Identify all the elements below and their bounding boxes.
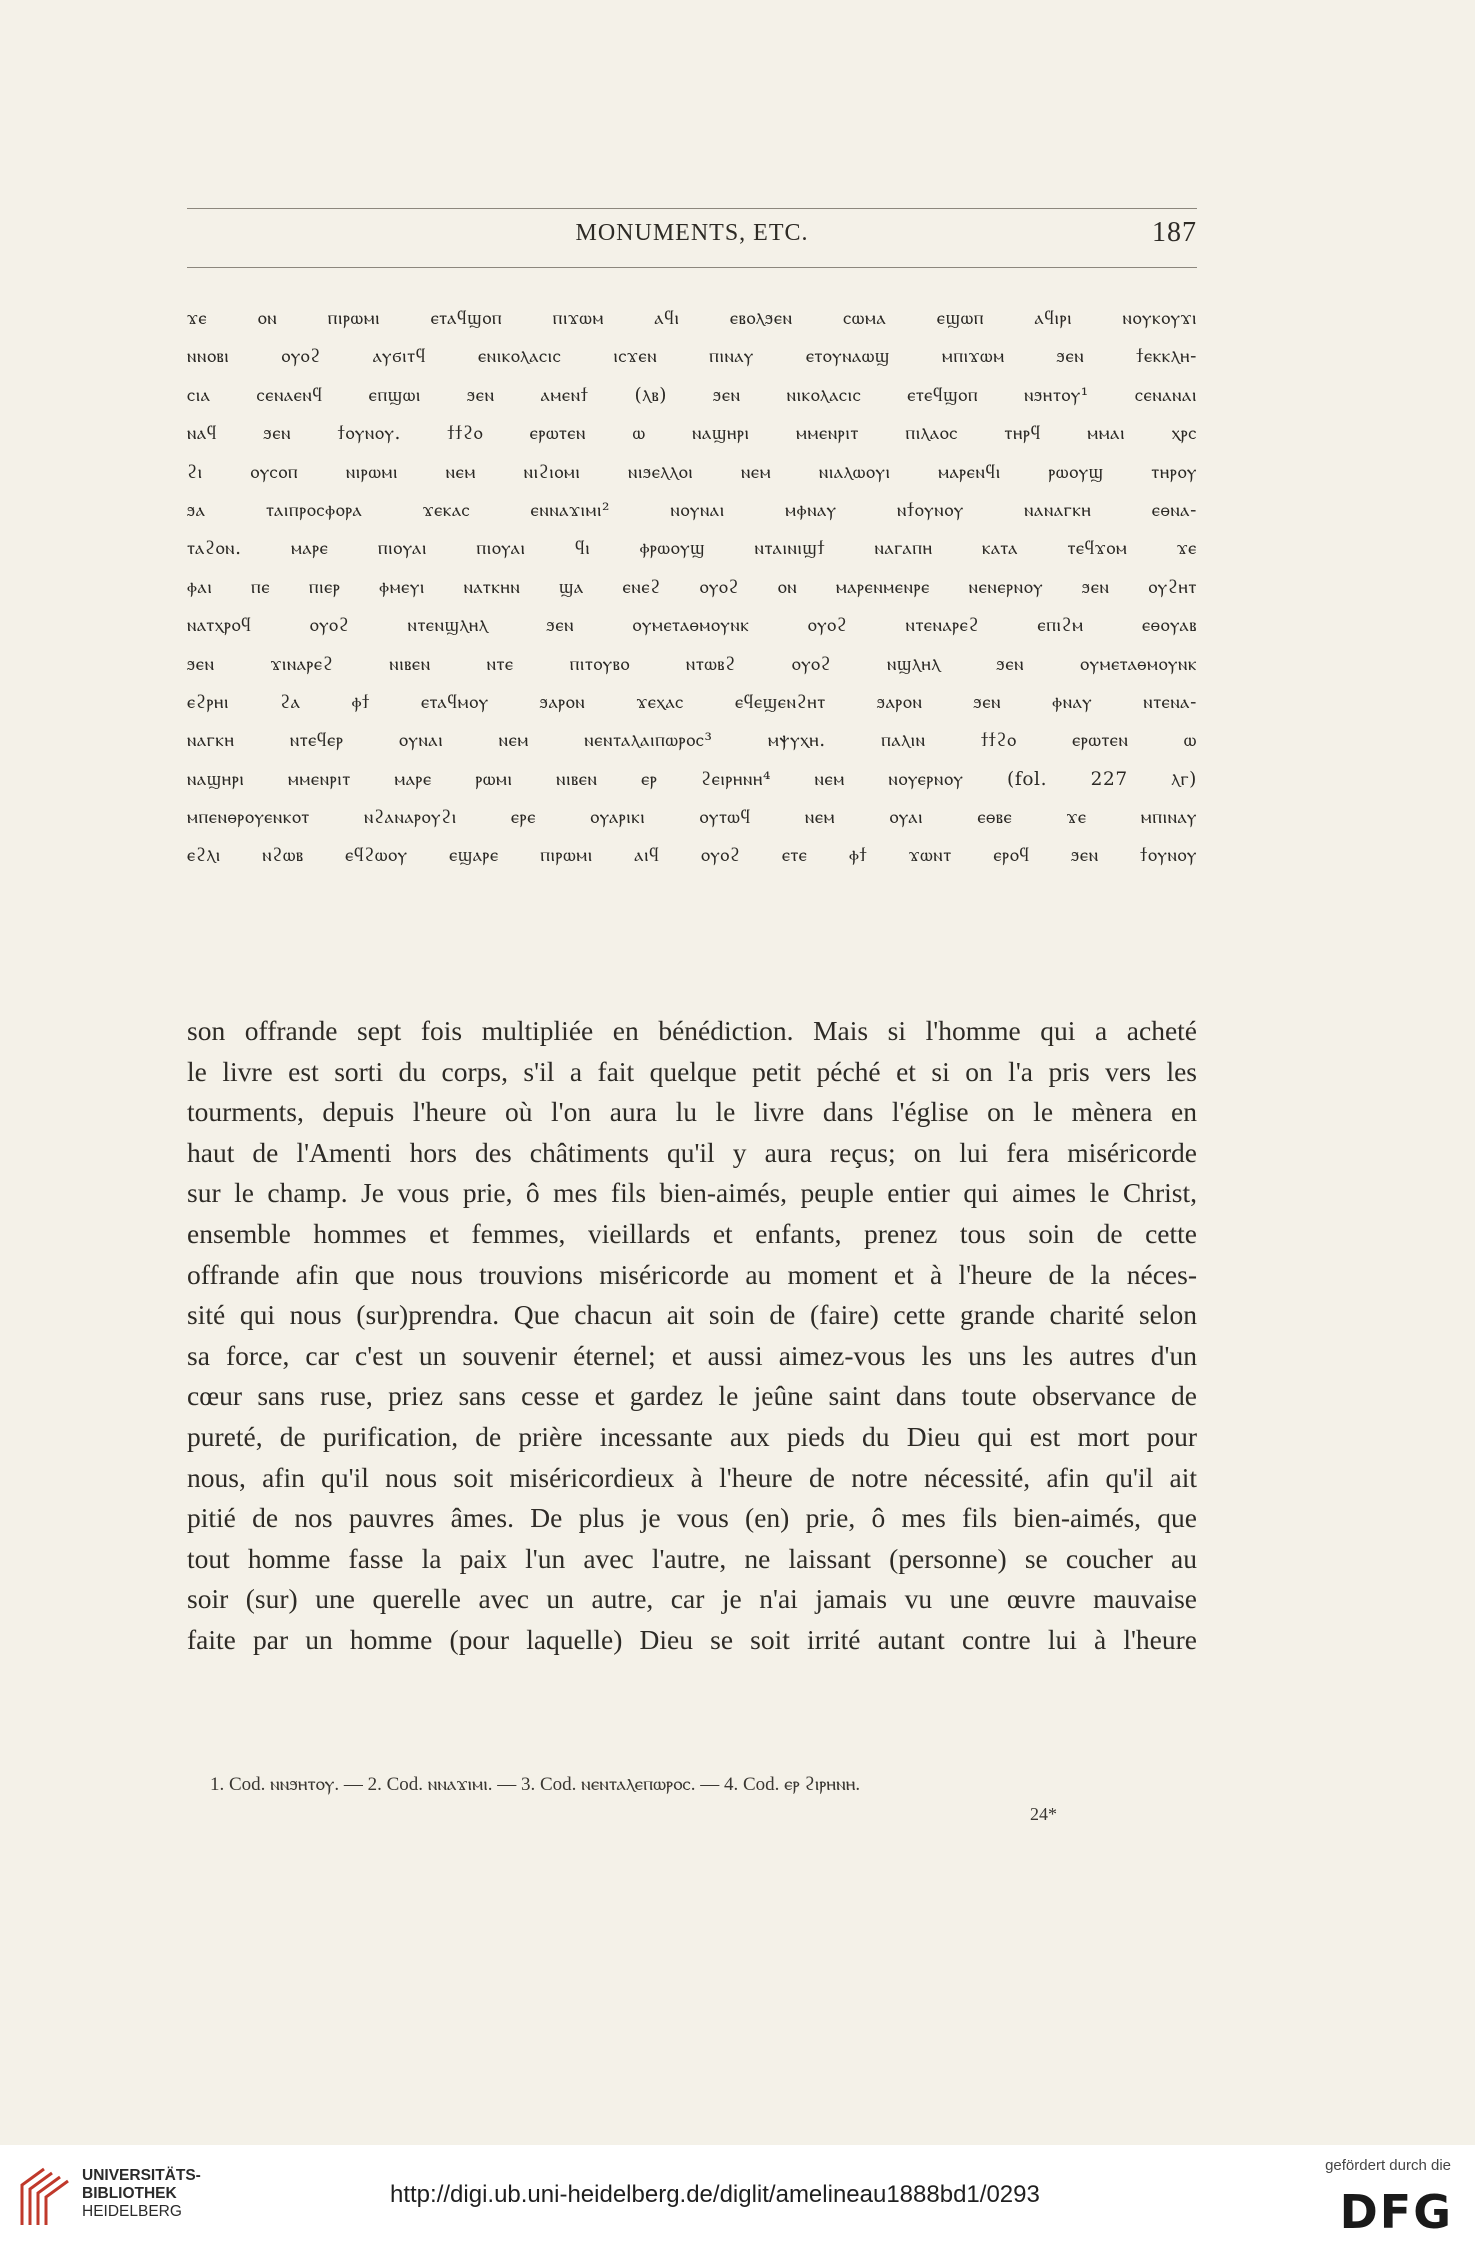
translation-line: sité qui nous (sur)prendra. Que chacun ait soin de (faire) cette grande charité selon xyxy=(187,1299,1197,1331)
coptic-line: ⲛⲁϥ ϧⲉⲛ ϯⲟⲩⲛⲟⲩ. ϯϯϩⲟ ⲉⲣⲱⲧⲉⲛ ⲱ ⲛⲁϣⲏⲣⲓ ⲙⲙⲉⲛⲣⲓⲧ ⲡⲓⲗⲁⲟⲥ ⲧⲏⲣϥ ⲙⲙⲁⲓ ⲭⲣⲥ xyxy=(187,423,1197,445)
french-translation-block xyxy=(187,1011,1197,1661)
coptic-line: ϫⲉ ⲟⲛ ⲡⲓⲣⲱⲙⲓ ⲉⲧⲁϥϣⲟⲡ ⲡⲓϫⲱⲙ ⲁϥⲓ ⲉⲃⲟⲗϧⲉⲛ ⲥⲱⲙⲁ ⲉϣⲱⲡ ⲁϥⲓⲣⲓ ⲛⲟⲩⲕⲟⲩϫⲓ xyxy=(187,308,1197,329)
translation-line: le livre est sorti du corps, s'il a fait quelque petit péché et si on l'a pris vers les xyxy=(187,1055,1197,1087)
coptic-line: ⲛⲁⲅⲕⲏ ⲛⲧⲉϥⲉⲣ ⲟⲩⲛⲁⲓ ⲛⲉⲙ ⲛⲉⲛⲧⲁⲗⲁⲓⲡⲱⲣⲟⲥ³ ⲙⲯⲩⲭⲏ. ⲡⲁⲗⲓⲛ ϯϯϩⲟ ⲉⲣⲱⲧⲉⲛ ⲱ xyxy=(187,730,1197,752)
translation-line: pureté, de purification, de prière incessante aux pieds du Dieu qui est mort pour xyxy=(187,1420,1197,1452)
coptic-line: ⲙⲡⲉⲛⲑⲣⲟⲩⲉⲛⲕⲟⲧ ⲛϩⲁⲛⲁⲣⲟⲩϩⲓ ⲉⲣⲉ ⲟⲩⲁⲣⲓⲕⲓ ⲟⲩⲧⲱϥ ⲛⲉⲙ ⲟⲩⲁⲓ ⲉⲑⲃⲉ ϫⲉ ⲙⲡⲓⲛⲁⲩ xyxy=(187,807,1197,829)
translation-line: sur le champ. Je vous prie, ô mes fils bien-aimés, peuple entier qui aimes le Christ, xyxy=(187,1177,1197,1209)
translation-line: offrande afin que nous trouvions miséricorde au moment et à l'heure de la néces- xyxy=(187,1258,1197,1290)
footer-bar xyxy=(0,2145,1475,2248)
library-name-line: UNIVERSITÄTS- xyxy=(82,2167,201,2184)
top-rule xyxy=(187,208,1197,209)
coptic-line: ϩⲓ ⲟⲩⲥⲟⲡ ⲛⲓⲣⲱⲙⲓ ⲛⲉⲙ ⲛⲓϩⲓⲟⲙⲓ ⲛⲓϧⲉⲗⲗⲟⲓ ⲛⲉⲙ ⲛⲓⲁⲗⲱⲟⲩⲓ ⲙⲁⲣⲉⲛϥⲓ ⲣⲱⲟⲩϣ ⲧⲏⲣⲟⲩ xyxy=(187,461,1197,483)
page-number: 187 xyxy=(1152,217,1197,248)
coptic-line: ⲛⲁⲧⲭⲣⲟϥ ⲟⲩⲟϩ ⲛⲧⲉⲛϣⲗⲏⲗ ϧⲉⲛ ⲟⲩⲙⲉⲧⲁⲑⲙⲟⲩⲛⲕ ⲟⲩⲟϩ ⲛⲧⲉⲛⲁⲣⲉϩ ⲉⲡⲓϩⲙ ⲉⲑⲟⲩⲁⲃ xyxy=(187,615,1197,637)
coptic-text-block xyxy=(187,300,1197,876)
coptic-line: ⲥⲓⲁ ⲥⲉⲛⲁⲉⲛϥ ⲉⲡϣⲱⲓ ϧⲉⲛ ⲁⲙⲉⲛϯ (ⲗⲃ) ϧⲉⲛ ⲛⲓⲕⲟⲗⲁⲥⲓⲥ ⲉⲧⲉϥϣⲟⲡ ⲛϧⲏⲧⲟⲩ¹ ⲥⲉⲛⲁⲛⲁⲓ xyxy=(187,384,1197,406)
coptic-line: ⲧⲁϩⲟⲛ. ⲙⲁⲣⲉ ⲡⲓⲟⲩⲁⲓ ⲡⲓⲟⲩⲁⲓ ϥⲓ ⲫⲣⲱⲟⲩϣ ⲛⲧⲁⲓⲛⲓϣϯ ⲛⲁⲅⲁⲡⲏ ⲕⲁⲧⲁ ⲧⲉϥϫⲟⲙ ϫⲉ xyxy=(187,538,1197,560)
coptic-line: ⲛⲛⲟⲃⲓ ⲟⲩⲟϩ ⲁⲩϭⲓⲧϥ ⲉⲛⲓⲕⲟⲗⲁⲥⲓⲥ ⲓⲥϫⲉⲛ ⲡⲓⲛⲁⲩ ⲉⲧⲟⲩⲛⲁⲱϣ ⲙⲡⲓϫⲱⲙ ϧⲉⲛ ϯⲉⲕⲕⲗⲏ- xyxy=(187,346,1197,368)
translation-line: tout homme fasse la paix l'un avec l'autre, ne laissant (personne) se coucher au xyxy=(187,1542,1197,1574)
translation-line: tourments, depuis l'heure où l'on aura lu le livre dans l'église on le mènera en xyxy=(187,1096,1197,1128)
library-name xyxy=(82,2167,201,2221)
library-logo-icon xyxy=(16,2163,74,2231)
translation-line: sa force, car c'est un souvenir éternel; et aussi aimez-vous les uns les autres d'un xyxy=(187,1339,1197,1371)
footnotes: 1. Cod. ⲛⲛϧⲏⲧⲟⲩ. — 2. Cod. ⲛⲛⲁϫⲓⲙⲓ. — 3. Cod. ⲛⲉⲛⲧⲁⲗⲉⲡⲱⲣⲟⲥ. — 4. Cod. ⲉⲣ ϩⲓⲣⲏⲛⲏ. xyxy=(210,1774,861,1795)
translation-line: cœur sans ruse, priez sans cesse et gardez le jeûne saint dans toute observance de xyxy=(187,1380,1197,1412)
sheet-signature: 24* xyxy=(1030,1804,1057,1824)
source-url-link[interactable]: http://digi.ub.uni-heidelberg.de/diglit/amelineau1888bd1/0293 xyxy=(390,2181,1040,2208)
translation-line: nous, afin qu'il nous soit miséricordieux à l'heure de notre nécessité, afin qu'il ait xyxy=(187,1461,1197,1493)
library-name-line: BIBLIOTHEK xyxy=(82,2185,177,2202)
coptic-line: ⲉϩⲗⲓ ⲛϩⲱⲃ ⲉϥϩⲱⲟⲩ ⲉϣⲁⲣⲉ ⲡⲓⲣⲱⲙⲓ ⲁⲓϥ ⲟⲩⲟϩ ⲉⲧⲉ ⲫϯ ϫⲱⲛⲧ ⲉⲣⲟϥ ϧⲉⲛ ϯⲟⲩⲛⲟⲩ xyxy=(187,845,1197,867)
header-rule xyxy=(187,267,1197,268)
running-head xyxy=(187,217,1197,254)
header-title: MONUMENTS, ETC. xyxy=(575,220,809,246)
coptic-line: ⲉϩⲣⲏⲓ ϩⲁ ⲫϯ ⲉⲧⲁϥⲙⲟⲩ ϧⲁⲣⲟⲛ ϫⲉⲭⲁⲥ ⲉϥⲉϣⲉⲛϩⲏⲧ ϧⲁⲣⲟⲛ ϧⲉⲛ ⲫⲛⲁⲩ ⲛⲧⲉⲛⲁ- xyxy=(187,691,1197,713)
translation-line: soir (sur) une querelle avec un autre, car je n'ai jamais vu une œuvre mauvaise xyxy=(187,1583,1197,1615)
translation-line: haut de l'Amenti hors des châtiments qu'il y aura reçus; on lui fera miséricorde xyxy=(187,1136,1197,1168)
funding-text: gefördert durch die xyxy=(1325,2157,1451,2174)
coptic-line: ⲫⲁⲓ ⲡⲉ ⲡⲓⲉⲣ ⲫⲙⲉⲩⲓ ⲛⲁⲧⲕⲏⲛ ϣⲁ ⲉⲛⲉϩ ⲟⲩⲟϩ ⲟⲛ ⲙⲁⲣⲉⲛⲙⲉⲛⲣⲉ ⲛⲉⲛⲉⲣⲛⲟⲩ ϧⲉⲛ ⲟⲩϩⲏⲧ xyxy=(187,576,1197,598)
coptic-line: ϧⲉⲛ ϫⲓⲛⲁⲣⲉϩ ⲛⲓⲃⲉⲛ ⲛⲧⲉ ⲡⲓⲧⲟⲩⲃⲟ ⲛⲧⲱⲃϩ ⲟⲩⲟϩ ⲛϣⲗⲏⲗ ϧⲉⲛ ⲟⲩⲙⲉⲧⲁⲑⲙⲟⲩⲛⲕ xyxy=(187,653,1197,675)
library-name-line: HEIDELBERG xyxy=(82,2203,182,2220)
coptic-line: ϧⲁ ⲧⲁⲓⲡⲣⲟⲥⲫⲟⲣⲁ ϫⲉⲕⲁⲥ ⲉⲛⲛⲁϫⲓⲙⲓ² ⲛⲟⲩⲛⲁⲓ ⲙⲫⲛⲁⲩ ⲛϯⲟⲩⲛⲟⲩ ⲛⲁⲛⲁⲅⲕⲏ ⲉⲑⲛⲁ- xyxy=(187,499,1197,521)
translation-line: ensemble hommes et femmes, vieillards et enfants, prenez tous soin de cette xyxy=(187,1217,1197,1249)
translation-line: faite par un homme (pour laquelle) Dieu se soit irrité autant contre lui à l'heure xyxy=(187,1623,1197,1655)
translation-line: son offrande sept fois multipliée en bénédiction. Mais si l'homme qui a acheté xyxy=(187,1015,1197,1046)
translation-line: pitié de nos pauvres âmes. De plus je vous (en) prie, ô mes fils bien-aimés, que xyxy=(187,1502,1197,1534)
dfg-logo: DFG xyxy=(1339,2185,1453,2239)
coptic-line: ⲛⲁϣⲏⲣⲓ ⲙⲙⲉⲛⲣⲓⲧ ⲙⲁⲣⲉ ⲣⲱⲙⲓ ⲛⲓⲃⲉⲛ ⲉⲣ ϩⲉⲓⲣⲏⲛⲏ⁴ ⲛⲉⲙ ⲛⲟⲩⲉⲣⲛⲟⲩ (fol. 227 ⲗⲅ) xyxy=(187,768,1197,790)
